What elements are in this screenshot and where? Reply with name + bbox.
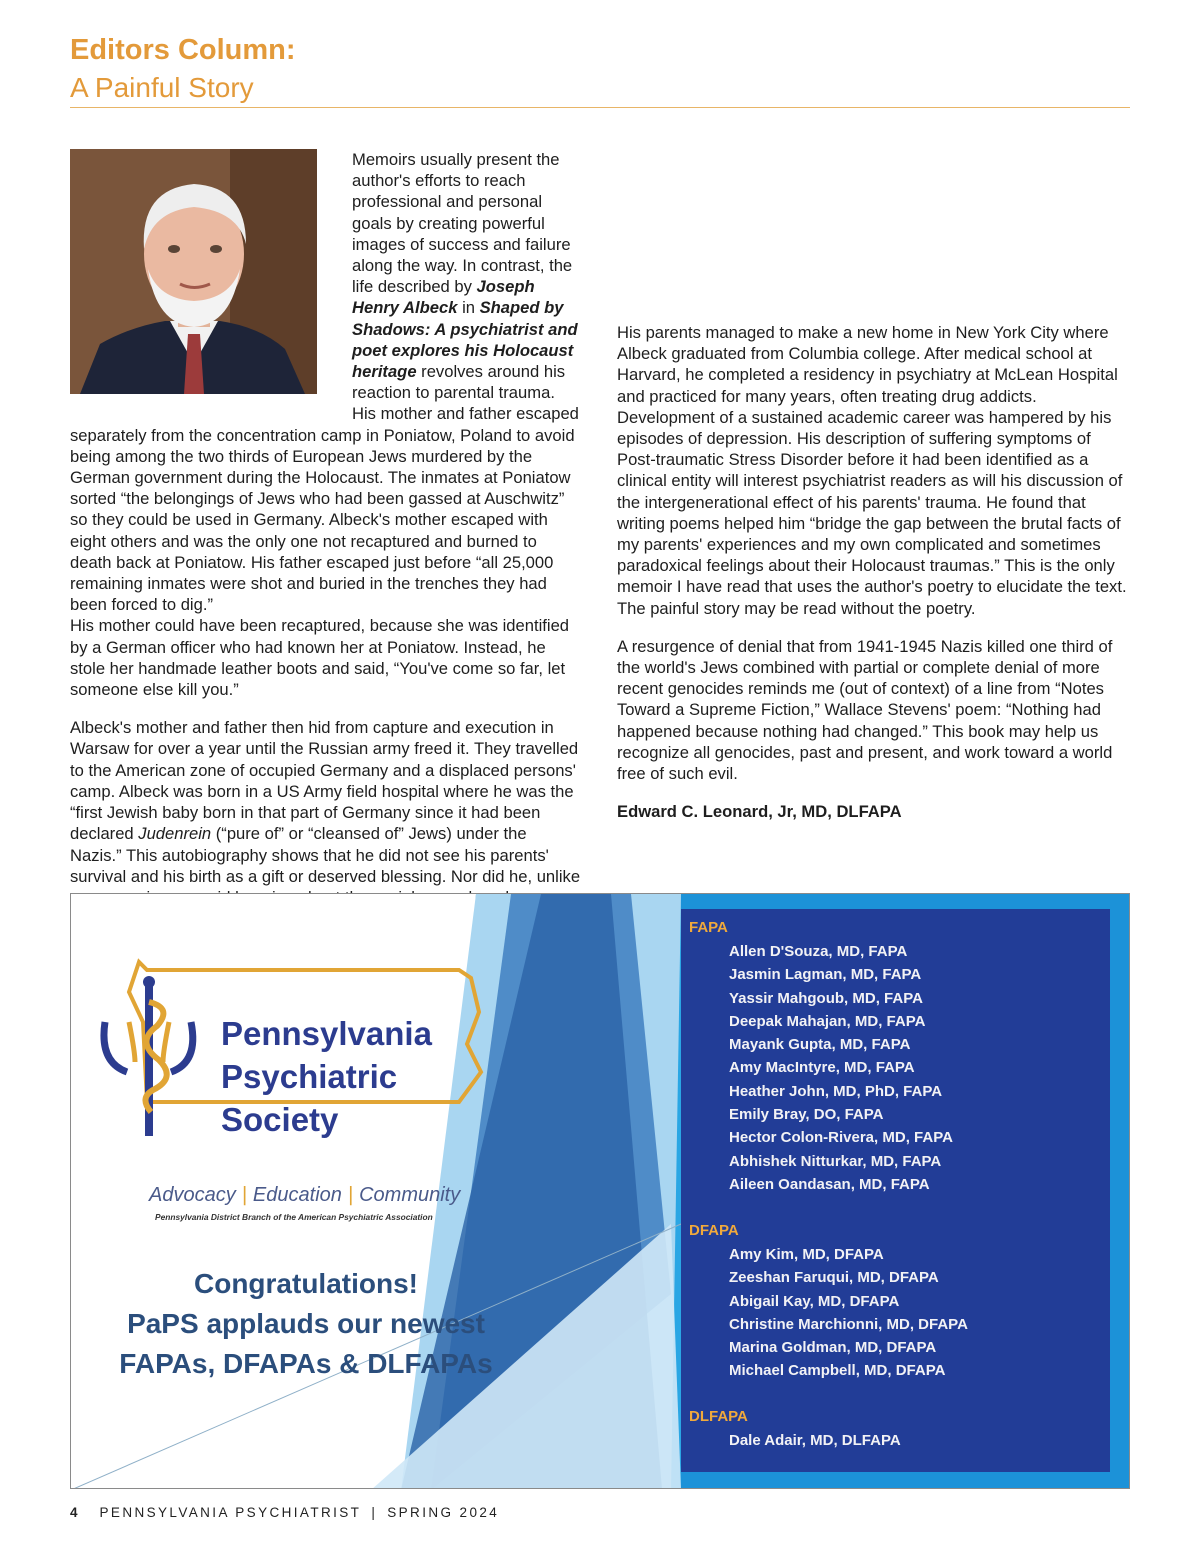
term-judenrein: Judenrein	[138, 824, 212, 844]
district-branch-note: Pennsylvania District Branch of the American Psychiatric Association	[155, 1212, 433, 1222]
list-item: Abhishek Nitturkar, MD, FAPA	[729, 1152, 942, 1170]
dfapa-heading: DFAPA	[689, 1222, 739, 1239]
list-item: Heather John, MD, PhD, FAPA	[729, 1082, 943, 1100]
list-item: Allen D'Souza, MD, FAPA	[729, 943, 908, 960]
title-divider	[70, 107, 1130, 108]
congratulations-banner	[70, 893, 1130, 1489]
list-item: Amy MacIntyre, MD, FAPA	[729, 1059, 915, 1077]
article-paragraph-2: Albeck's mother and father then hid from capture and execution in Warsaw for over a year until the Russian army freed it. They travelled to the American zone of occupied Germany and a displaced persons' camp. Albeck was born in a US Army field hospital where he was the “first Jewish baby born in that part of Germany since it had been declared Judenrein (“pure of” or “cleansed of” Jews) under the Nazis.” This autobiography shows that he did not see his parents' survival and his birth as a gift or deserved blessing. Nor did he, unlike	[70, 718, 581, 886]
list-item: Emily Bray, DO, FAPA	[729, 1106, 884, 1124]
list-item: Christine Marchionni, MD, DFAPA	[729, 1315, 968, 1333]
fapa-heading: FAPA	[689, 919, 728, 936]
continued-text-space	[617, 149, 1131, 322]
list-item: Marina Goldman, MD, DFAPA	[729, 1339, 937, 1357]
page-title: Editors Column:	[70, 34, 296, 66]
dlfapa-heading: DLFAPA	[689, 1408, 748, 1425]
author-name: Joseph Henry Albeck	[352, 277, 535, 318]
article-paragraph-3: His parents managed to make a new home in New York City where Albeck graduated from Columbia college. After medical school at Harvard, he completed a residency in psychiatry at McLean Hospital and practiced for many years, often treating drug addicts. Development of a sustained academic career was hampered by his episodes of depression. His description of suffering symptoms of Post-traumatic Stress Disorder before it had been identified as a clinical entity will interest psychiatrist readers as will his discussion of the intergenerational effect of his parents' trauma. He found that writing poems helped him “bridge the gap between the brutal facts of my parents' experiences and my own complicated and sometimes paradoxical feelings about their Holocaust traumas.” This is the only memoir I have read that uses the author's poetry to elucidate the text. The painful story may be read without the poetry.	[617, 323, 1127, 618]
issue-label: SPRING 2024	[387, 1505, 500, 1520]
list-item: Jasmin Lagman, MD, FAPA	[729, 966, 922, 984]
list-item: Amy Kim, MD, DFAPA	[729, 1246, 884, 1263]
author-signature: Edward C. Leonard, Jr, MD, DLFAPA	[617, 802, 902, 822]
organization-name: Pennsylvania Psychiatric Society	[221, 1015, 432, 1138]
publication-name: PENNSYLVANIA PSYCHIATRIST	[99, 1505, 362, 1520]
dlfapa-list	[729, 1429, 901, 1452]
list-item: Abigail Kay, MD, DFAPA	[729, 1292, 900, 1310]
list-item: Mayank Gupta, MD, FAPA	[729, 1036, 911, 1054]
organization-tagline: Advocacy | Education | Community	[149, 1184, 461, 1206]
dfapa-list	[729, 1243, 968, 1383]
congratulations-message: Congratulations! PaPS applauds our newest FAPAs, DFAPAs & DLFAPAs	[119, 1268, 493, 1379]
article-paragraph-4: A resurgence of denial that from 1941-1945 Nazis killed one third of the world's Jews combined with partial or complete denial of more recent genocides reminds me (out of context) of a line from “Notes Toward a Supreme Fiction,” Wallace Stevens' poem: “Nothing had happened because nothing had changed.” This book may help us recognize all genocides, past and present, and work toward a world free of such evil.	[617, 636, 1113, 784]
list-item: Hector Colon-Rivera, MD, FAPA	[729, 1129, 953, 1147]
article-paragraph-1: Memoirs usually present the author's efforts to reach professional and personal goals by creating powerful images of success and failure along the way. In contrast, the life described by Joseph Henry Albeck in Shaped by Shadows: A psychiatrist and poet explores his Holocaust heritage revolves around his reaction to parental trauma. His mother and father escaped separately from the concentration camp in Poniatow, Poland to avoid being among the two thirds of European Jews murdered by the German government during the Holocaust. The inmates at Poniatow sorted “the belongings of Jews who had been gassed at Auschwitz” so they could be used in Germany. Albeck's mother escaped with eight others and was the only one not recaptured and burned to death back at Poniatow. His father escaped just before “all 25,000 remaining inmates were shot and buried in the trenches they had been forced to dig.” His mother could have been recaptured, because she was identified by a German officer who had known her at Poniatow. Instead, he stole her handmade leather boots and said, “You've come so far, let someone else kill you.”	[70, 150, 579, 700]
list-item: Dale Adair, MD, DLFAPA	[729, 1432, 901, 1449]
page-footer: 4 PENNSYLVANIA PSYCHIATRIST | SPRING 2024	[70, 1505, 500, 1520]
page-subtitle: A Painful Story	[70, 72, 254, 103]
fapa-list	[729, 940, 953, 1196]
article-left-column	[70, 149, 582, 989]
list-item: Aileen Oandasan, MD, FAPA	[729, 1175, 930, 1193]
article-right-column	[617, 149, 1131, 839]
book-title: Shaped by Shadows: A psychiatrist and poet explores his Holocaust heritage	[352, 298, 578, 382]
photo-wrap-space	[70, 149, 352, 423]
list-item: Deepak Mahajan, MD, FAPA	[729, 1012, 926, 1030]
list-item: Yassir Mahgoub, MD, FAPA	[729, 989, 923, 1007]
page-number: 4	[70, 1505, 78, 1520]
list-item: Michael Campbell, MD, DFAPA	[729, 1362, 946, 1380]
honoree-list-panel	[681, 909, 1110, 1472]
list-item: Zeeshan Faruqui, MD, DFAPA	[729, 1269, 939, 1287]
